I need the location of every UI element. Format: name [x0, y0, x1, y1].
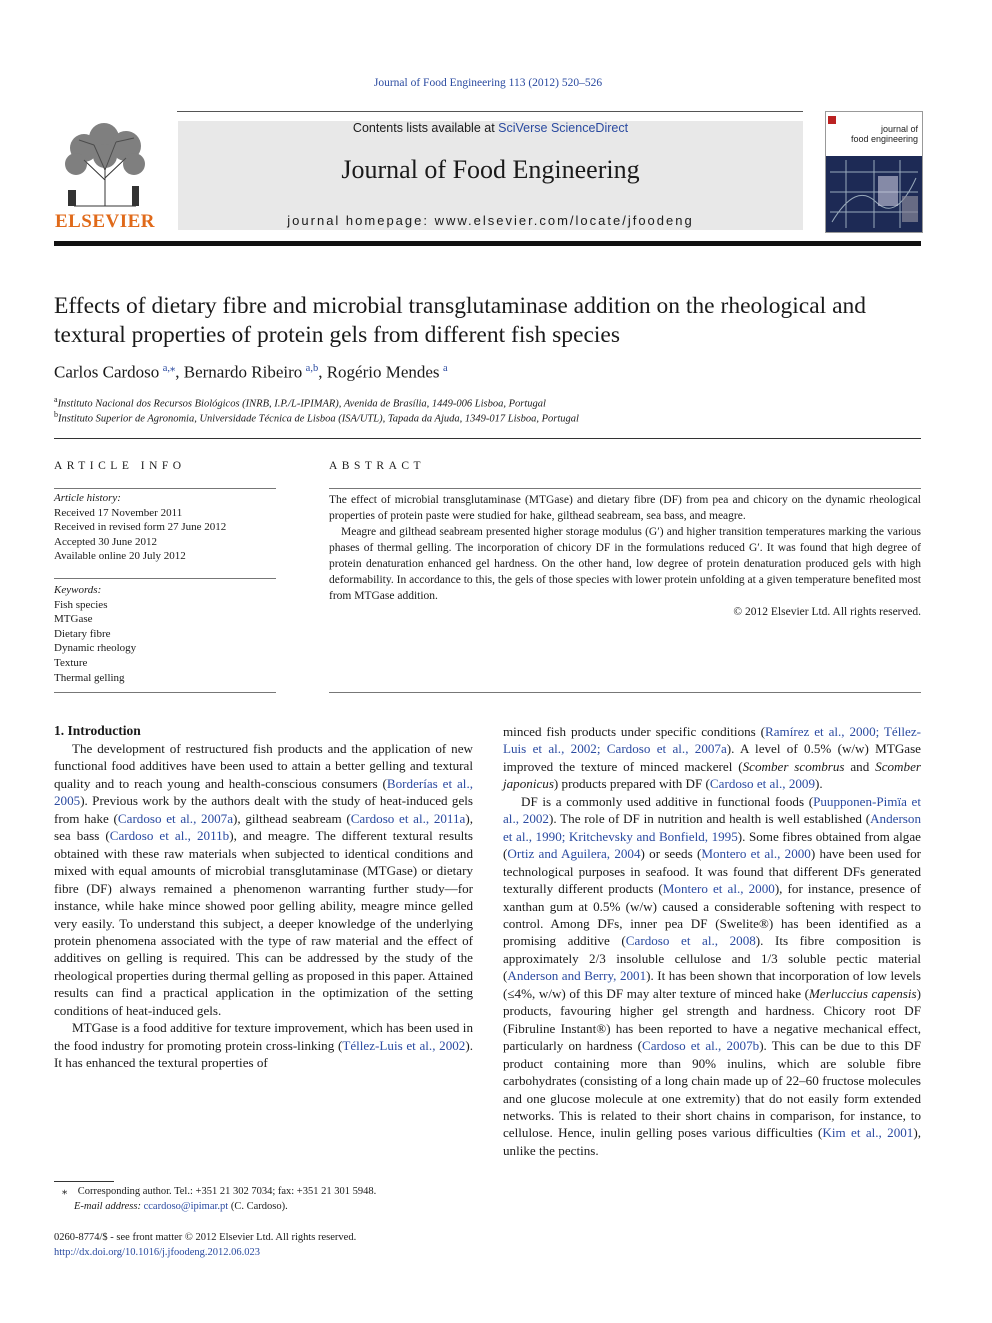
citation-link[interactable]: Montero et al., 2000: [701, 846, 811, 862]
article-info-heading: ARTICLE INFO: [54, 460, 186, 472]
body-text: ), sea bass (: [54, 810, 473, 844]
citation-link[interactable]: Kim et al., 2001: [822, 1125, 914, 1141]
footnote-marker: ⁎: [62, 1186, 68, 1197]
keyword: Thermal gelling: [54, 671, 125, 684]
journal-homepage[interactable]: journal homepage: www.elsevier.com/locate/jfoodeng: [287, 213, 694, 228]
body-text: ). Its fibre composition is approximately 2/3 insoluble cellulose and 1/3 soluble pectic material (: [503, 933, 921, 984]
body-text: ) or seeds (: [640, 846, 702, 862]
citation-link[interactable]: Cardoso et al., 2011b: [109, 828, 230, 844]
footnote-text: Corresponding author. Tel.: +351 21 302 7034; fax: +351 21 301 5948.: [77, 1186, 377, 1197]
abstract-copyright: © 2012 Elsevier Ltd. All rights reserved.: [733, 606, 921, 618]
body-paragraph: [54, 740, 473, 1019]
body-text: MTGase is a food additive for texture improvement, which has been used in the food industry for promoting protein cross-linking (: [54, 1020, 473, 1053]
body-text: ). Previous work by the authors dealt with the study of heat-induced gels from hake (: [54, 793, 473, 826]
header-rule: [177, 111, 803, 112]
body-column-left: [54, 740, 473, 1072]
author-name: Bernardo Ribeiro: [183, 362, 303, 382]
citation-link[interactable]: Cardoso et al., 2011a: [350, 810, 466, 826]
body-text: ).: [815, 776, 823, 792]
abstract-heading: ABSTRACT: [329, 460, 426, 472]
abstract-body: [329, 492, 921, 620]
body-text: ). Some fibres obtained from algae (: [503, 828, 921, 862]
keyword: Fish species: [54, 598, 108, 611]
keywords-rule: [54, 578, 276, 579]
title-rule: [54, 438, 921, 439]
doi-link[interactable]: http://dx.doi.org/10.1016/j.jfoodeng.2012.06.023: [54, 1246, 261, 1258]
species-name: Scomber scombrus: [742, 758, 845, 774]
journal-title: Journal of Food Engineering: [341, 155, 640, 184]
publisher-logo-text: ELSEVIER: [54, 211, 156, 232]
body-text: ) have been used for technological purposes in seafood. It was found that different DFs generated texturally different products (: [503, 846, 921, 897]
author-affiliation-marker[interactable]: a: [442, 363, 448, 374]
body-text: ), unlike the pectins.: [503, 1125, 921, 1158]
email-link[interactable]: ccardoso@ipimar.pt: [143, 1200, 229, 1212]
corresponding-author-footnote: [54, 1185, 473, 1214]
article-title: Effects of dietary fibre and microbial transglutaminase addition on the rheological and textural properties of protein gels from different fish species: [54, 293, 867, 348]
affiliation: [54, 410, 921, 425]
body-text: DF is a commonly used additive in functional foods (: [521, 793, 814, 809]
contents-prefix: Contents lists available at: [352, 121, 499, 135]
citation-link[interactable]: Cardoso et al., 2007a: [117, 810, 234, 826]
article-info-rule: [54, 488, 276, 489]
abstract-bottom-rule: [329, 692, 921, 693]
body-paragraph: [54, 1019, 473, 1071]
email-label: E-mail address:: [74, 1200, 141, 1212]
footnote-rule: [54, 1181, 114, 1182]
author-affiliation-marker[interactable]: a,b: [305, 363, 319, 374]
body-text: ), and meagre. The different textural results obtained with these raw materials when subjected to identical conditions and mixed with equal amounts of microbial transglutaminase (MTGase) or dietary fibre (DF) always remained a phenomenon warranting further study—for instance, while hake mince showed poor gelling ability, meagre mince gelled very easily. To understand this subject, a deeper knowledge of the underlying protein phenomena associated with the type of raw material and the effect of additives on gelling is required. This can be addressed by the study of the rheological properties during thermal gelling as proposed in this paper. Attained results can find a practical application in the optimization of the setting conditions of heat-induced gels.: [54, 828, 473, 1018]
body-text: and: [844, 758, 876, 774]
author-name: Rogério Mendes: [326, 362, 440, 382]
citation-link[interactable]: Montero et al., 2000: [662, 881, 775, 897]
history-item: Received in revised form 27 June 2012: [54, 521, 227, 534]
cover-title-line2: food engineering: [850, 134, 918, 144]
abstract-paragraph: The effect of microbial transglutaminase (MTGase) and dietary fibre (DF) from pea and chicory on the dynamic rheological properties of protein paste were studied for hake, gilthead seabream, sea bass, and meagre.: [329, 494, 921, 522]
body-paragraph: [503, 793, 921, 1160]
species-name: Merluccius capensis: [809, 985, 917, 1001]
journal-citation[interactable]: Journal of Food Engineering 113 (2012) 520–526: [373, 77, 603, 89]
body-text: minced fish products under specific conditions (: [503, 724, 766, 739]
sciencedirect-link[interactable]: SciVerse ScienceDirect: [498, 121, 629, 135]
keyword: MTGase: [54, 613, 93, 626]
affiliation: [54, 395, 921, 410]
article-info-bottom-rule: [54, 692, 276, 693]
email-suffix: (C. Cardoso).: [230, 1200, 288, 1212]
article-history: [54, 491, 276, 564]
body-text: ). The role of DF in nutrition and health is well established (: [548, 811, 871, 827]
section-heading: 1. Introduction: [54, 723, 141, 738]
header-thick-rule: [54, 241, 921, 246]
citation-link[interactable]: Téllez-Luis et al., 2002: [342, 1037, 466, 1053]
keyword: Dynamic rheology: [54, 642, 137, 655]
author-name: Carlos Cardoso: [54, 362, 160, 382]
citation-link[interactable]: Ramírez et al., 2000; Téllez-Luis et al., 2002; Cardoso et al., 2007a: [503, 724, 921, 757]
affiliation-marker: a: [54, 395, 58, 404]
history-item: Received 17 November 2011: [54, 506, 183, 519]
history-item: Available online 20 July 2012: [54, 550, 186, 563]
article-history-label: Article history:: [54, 492, 121, 504]
citation-link[interactable]: Cardoso et al., 2008: [625, 933, 756, 949]
abstract-paragraph: Meagre and gilthead seabream presented higher storage modulus (G′) and higher transition temperatures marking the various phases of thermal gelling. The incorporation of chicory DF in the formulations reduced G′. It was found that high degree of protein denaturation enhanced gel hardness. On the other hand, low degree of protein denaturation produced gels with high deformability. In accordance to this, the gels of those species with lower protein unfolding at a given temperature benefited most from MTGase addition.: [329, 526, 921, 602]
keyword: Dietary fibre: [54, 627, 111, 640]
body-text: ), gilthead seabream (: [233, 810, 351, 826]
history-item: Accepted 30 June 2012: [54, 535, 157, 548]
citation-link[interactable]: Ortiz and Aguilera, 2004: [507, 846, 641, 862]
keywords-label: Keywords:: [54, 584, 102, 596]
citation-link[interactable]: Cardoso et al., 2007b: [641, 1038, 760, 1054]
body-text: ). This can be due to this DF product containing more than 90% inulins, which are soluble fibre carbohydrates (consisting of a long chain made up of 22–60 fructose molecules and one glucose molecule at one extremity) that do not easily form extended networks. This is related to their short chains in comparison, for instance, to cellulose. Hence, inulin gelling poses various difficulties (: [503, 1038, 921, 1141]
affiliation-text: Instituto Superior de Agronomia, Universidade Técnica de Lisboa (ISA/UTL), Tapada da Ajuda, 1349-017 Lisboa, Portugal: [58, 413, 579, 425]
issn-line: 0260-8774/$ - see front matter © 2012 Elsevier Ltd. All rights reserved.: [54, 1232, 357, 1243]
body-text: ), for instance, presence of xanthan gum at 0.5% (w/w) caused a considerable softening with respect to control. Among DFs, inner pea DF (Swelite®) has been identified as a promising additive (: [503, 881, 921, 949]
contents-available-line: [178, 121, 803, 135]
body-text: ) products prepared with DF (: [553, 776, 710, 792]
page-footer: [54, 1231, 554, 1260]
body-text: ) products, favouring higher gel strength and hardness. Chicory root DF (Fibruline Instant®) has been reported to have a negative mechanical effect, particularly on hardness (: [503, 985, 921, 1054]
body-text: ). A level of 0.5% (w/w) MTGase improved the texture of minced mackerel (: [503, 741, 921, 774]
abstract-rule: [329, 488, 921, 489]
author-list: Carlos Cardoso $^{a,⁎}$, Bernardo Ribeiro $^{a,b}$, Rogério Mendes $^a$: [54, 362, 448, 382]
body-text: ). It has enhanced the textural properties of: [54, 1037, 473, 1071]
cover-title-line1: journal of: [880, 124, 918, 134]
citation-link[interactable]: Anderson and Berry, 2001: [507, 968, 647, 984]
body-paragraph: [503, 723, 921, 793]
body-text: The development of restructured fish products and the application of new functional food additives have been used to attain a better gelling and textural quality and to reach young and health-conscious consumers (: [54, 741, 473, 791]
affiliation-text: Instituto Nacional dos Recursos Biológicos (INRB, I.P./L-IPIMAR), Avenida de Brasília, 1449-006 Lisboa, Portugal: [57, 398, 546, 410]
citation-link[interactable]: Puupponen-Pimïa et al., 2002: [503, 793, 922, 827]
cover-title: [830, 124, 918, 144]
keyword: Texture: [54, 656, 88, 669]
author-affiliation-marker[interactable]: a,⁎: [162, 363, 176, 374]
body-text: ). It has been shown that incorporation of low levels (≤4%, w/w) of this DF may alter texture of minced hake (: [503, 968, 922, 1001]
citation-link[interactable]: Anderson et al., 1990; Kritchevsky and Bonfield, 1995: [503, 811, 921, 844]
body-column-right: [503, 723, 921, 1159]
citation-link[interactable]: Borderías et al., 2005: [54, 775, 473, 809]
keywords: [54, 583, 276, 685]
affiliation-marker: b: [54, 410, 58, 419]
species-name: Scomber japonicus: [503, 758, 921, 792]
citation-link[interactable]: Cardoso et al., 2009: [709, 776, 816, 792]
